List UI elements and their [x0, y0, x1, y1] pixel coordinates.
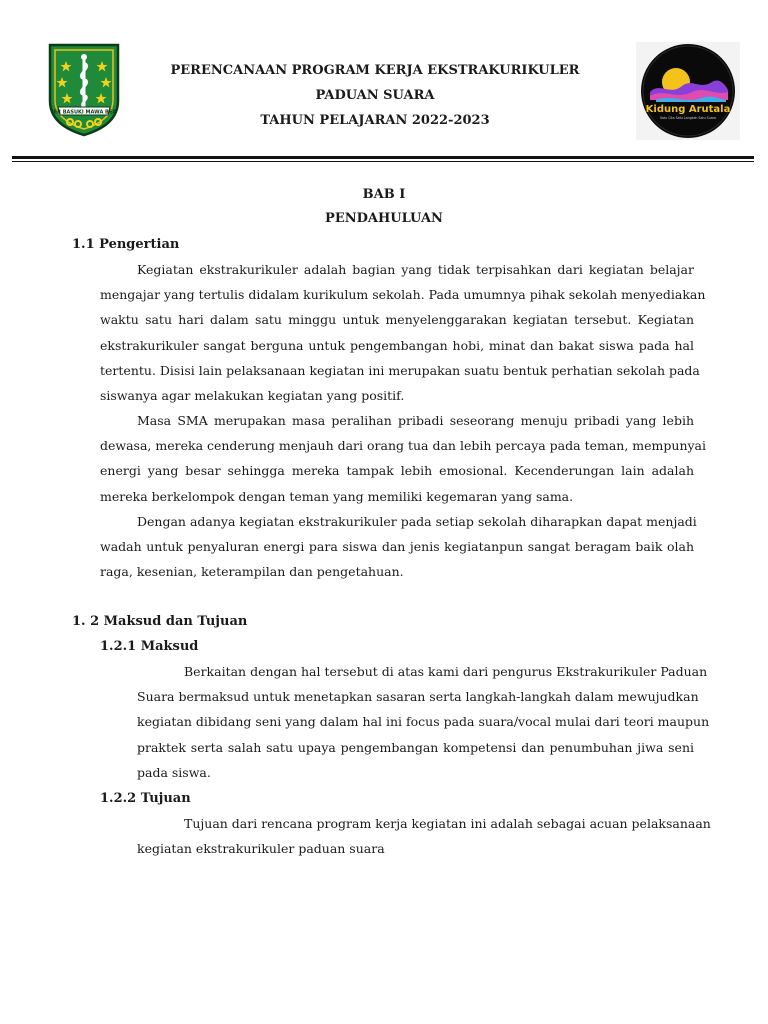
text-line: tertentu. Disisi lain pelaksanaan kegiatan ini merupakan suatu bentuk perhatian sekolah pada	[100, 362, 700, 378]
text-line: kegiatan dibidang seni yang dalam hal ini focus pada suara/vocal mulai dari teori maupun	[137, 714, 710, 730]
paragraph-tujuan	[137, 811, 711, 861]
svg-text:Satu Cita Satu Langkah Satu Su: Satu Cita Satu Langkah Satu Suara	[660, 116, 716, 120]
text-line: Berkaitan dengan hal tersebut di atas kami dari pengurus Ekstrakurikuler Paduan	[184, 664, 708, 679]
text-line: praktek serta salah satu upaya pengembangan kompetensi dan penumbuhan jiwa seni	[137, 739, 694, 755]
text-line: Dengan adanya kegiatan ekstrakurikuler pada setiap sekolah diharapkan dapat menjadi	[137, 514, 697, 529]
text-line: mengajar yang tertulis didalam kurikulum sekolah. Pada umumnya pihak sekolah menyediakan	[100, 287, 706, 303]
kidung-arutala-logo	[636, 42, 740, 140]
header-subtitle: PADUAN SUARA	[315, 88, 435, 103]
text-line: siswanya agar melakukan kegiatan yang positif.	[100, 387, 405, 403]
subsection-heading-tujuan: 1.2.2 Tujuan	[100, 791, 191, 806]
svg-text:JER BASUKI MAWA BEA: JER BASUKI MAWA BEA	[51, 109, 117, 116]
header-year: TAHUN PELAJARAN 2022-2023	[260, 113, 490, 128]
text-line: Masa SMA merupakan masa peralihan pribadi seseorang menuju pribadi yang lebih	[137, 413, 694, 428]
text-line: Tujuan dari rencana program kerja kegiatan ini adalah sebagai acuan pelaksanaan	[184, 816, 711, 831]
text-line: mereka berkelompok dengan teman yang memiliki kegemaran yang sama.	[100, 488, 574, 504]
text-line: energi yang besar sehingga mereka tampak lebih emosional. Kecenderungan lain adalah	[100, 463, 694, 479]
text-line: kegiatan ekstrakurikuler paduan suara	[137, 841, 385, 857]
header-rule-thick	[12, 156, 754, 159]
text-line: waktu satu hari dalam satu minggu untuk menyelenggarakan kegiatan tersebut. Kegiatan	[100, 312, 694, 328]
svg-text:Kidung Arutala: Kidung Arutala	[645, 104, 731, 115]
text-line: raga, kesenian, keterampilan dan pengetahuan.	[100, 564, 404, 580]
text-line: pada siswa.	[137, 764, 211, 780]
text-line: Suara bermaksud untuk menetapkan sasaran serta langkah-langkah dalam mewujudkan	[137, 689, 699, 705]
paragraph-pengertian-2	[100, 408, 707, 509]
header-rule-thin	[12, 161, 754, 162]
subsection-heading-maksud: 1.2.1 Maksud	[100, 639, 199, 654]
text-line: wadah untuk penyaluran energi para siswa dan jenis kegiatanpun sangat beragam baik olah	[100, 539, 694, 555]
paragraph-pengertian-1	[100, 257, 706, 408]
text-line: dewasa, mereka cenderung menjauh dari orang tua dan lebih percaya pada teman, mempunyai	[100, 438, 707, 454]
text-line: ekstrakurikuler sangat berguna untuk pengembangan hobi, minat dan bakat siswa pada hal	[100, 337, 694, 353]
document-header	[130, 58, 620, 133]
text-line: Kegiatan ekstrakurikuler adalah bagian yang tidak terpisahkan dari kegiatan belajar	[137, 262, 694, 277]
paragraph-pengertian-3	[100, 509, 697, 585]
header-title: PERENCANAAN PROGRAM KERJA EKSTRAKURIKULER	[170, 63, 580, 78]
east-java-emblem-icon	[46, 41, 122, 137]
section-heading-pengertian: 1.1 Pengertian	[72, 237, 180, 252]
chapter-number: BAB I	[362, 187, 406, 202]
section-heading-maksud-tujuan: 1. 2 Maksud dan Tujuan	[72, 614, 248, 629]
chapter-title: PENDAHULUAN	[325, 211, 443, 226]
paragraph-maksud	[137, 659, 710, 785]
